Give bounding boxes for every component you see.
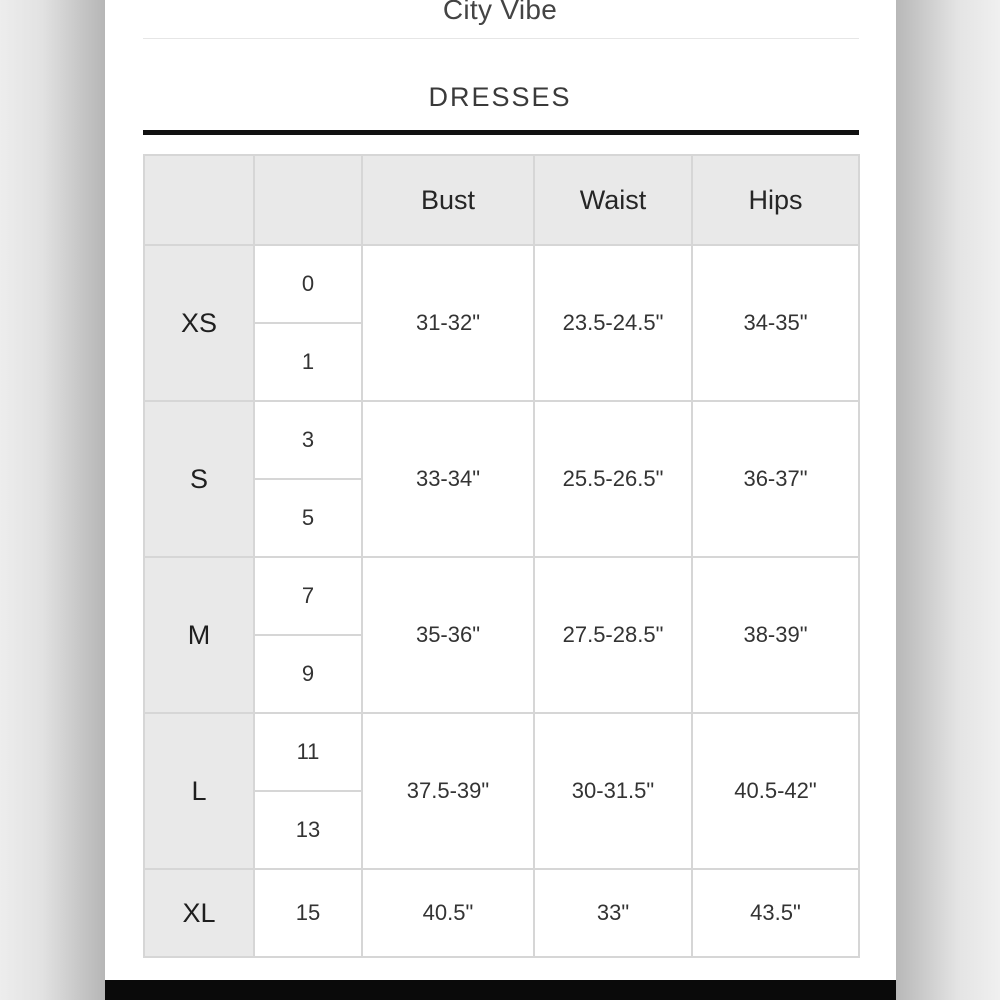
- bottom-black-bar: [105, 980, 896, 1000]
- size-letter-cell: L: [144, 713, 254, 869]
- bust-cell: 37.5-39": [362, 713, 534, 869]
- header-size-letter: [144, 155, 254, 245]
- waist-cell: 33": [534, 869, 692, 957]
- title-underline-rule: [143, 130, 859, 135]
- bust-cell: 40.5": [362, 869, 534, 957]
- table-row: [144, 869, 859, 957]
- table-row: [144, 713, 859, 791]
- size-chart-table: [143, 154, 860, 958]
- table-row: [144, 557, 859, 635]
- size-number-cell: 13: [254, 791, 362, 869]
- hips-cell: 40.5-42": [692, 713, 859, 869]
- hips-cell: 43.5": [692, 869, 859, 957]
- brand-divider: [143, 38, 859, 39]
- bust-cell: 33-34": [362, 401, 534, 557]
- size-number-cell: 15: [254, 869, 362, 957]
- header-bust: Bust: [362, 155, 534, 245]
- size-number-cell: 7: [254, 557, 362, 635]
- size-letter-cell: M: [144, 557, 254, 713]
- table-row: [144, 401, 859, 479]
- size-number-cell: 5: [254, 479, 362, 557]
- size-letter-cell: XS: [144, 245, 254, 401]
- size-number-cell: 3: [254, 401, 362, 479]
- waist-cell: 25.5-26.5": [534, 401, 692, 557]
- waist-cell: 23.5-24.5": [534, 245, 692, 401]
- hips-cell: 34-35": [692, 245, 859, 401]
- size-number-cell: 1: [254, 323, 362, 401]
- waist-cell: 30-31.5": [534, 713, 692, 869]
- right-background-margin: [896, 0, 1000, 1000]
- section-title: DRESSES: [428, 82, 572, 112]
- size-number-cell: 11: [254, 713, 362, 791]
- hips-cell: 38-39": [692, 557, 859, 713]
- table-row: [144, 245, 859, 323]
- bust-cell: 31-32": [362, 245, 534, 401]
- size-number-cell: 9: [254, 635, 362, 713]
- hips-cell: 36-37": [692, 401, 859, 557]
- size-letter-cell: XL: [144, 869, 254, 957]
- brand-name: City Vibe: [442, 0, 558, 25]
- left-background-margin: [0, 0, 105, 1000]
- header-waist: Waist: [534, 155, 692, 245]
- header-hips: Hips: [692, 155, 859, 245]
- header-size-number: [254, 155, 362, 245]
- size-letter-cell: S: [144, 401, 254, 557]
- table-header-row: [144, 155, 859, 245]
- size-number-cell: 0: [254, 245, 362, 323]
- waist-cell: 27.5-28.5": [534, 557, 692, 713]
- bust-cell: 35-36": [362, 557, 534, 713]
